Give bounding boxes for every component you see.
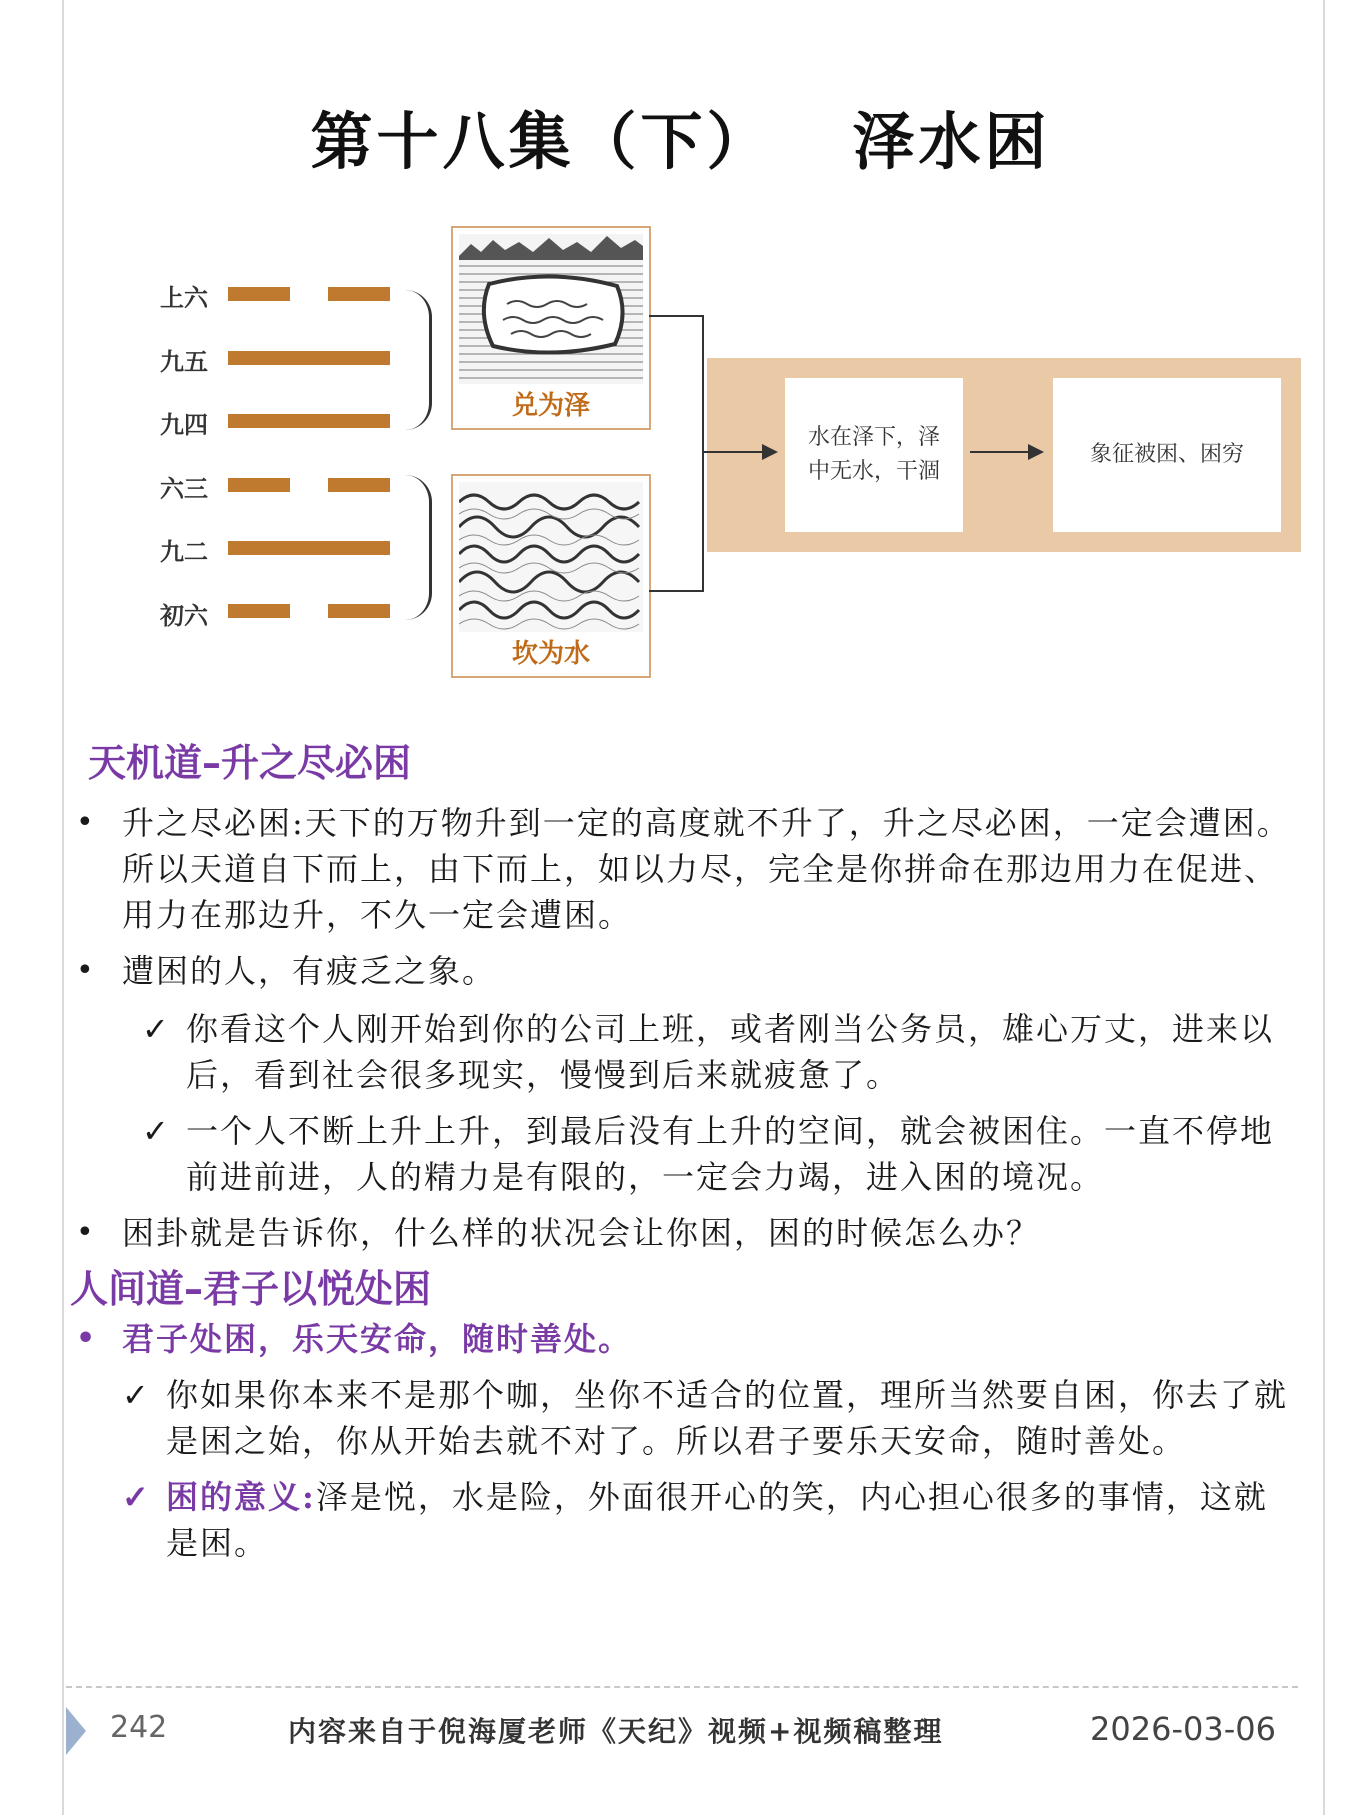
check-text: 泽是悦，水是险，外面很开心的笑，内心担心很多的事情，这就是困。 bbox=[166, 1478, 1268, 1562]
check-item bbox=[142, 1006, 1300, 1098]
upper-connector bbox=[649, 315, 704, 317]
check-icon: ✓ bbox=[142, 1010, 171, 1048]
bullet-text: 困卦就是告诉你，什么样的状况会让你困，困的时候怎么办？ bbox=[122, 1214, 1041, 1252]
yin-line-right bbox=[328, 287, 390, 301]
triangle-marker-icon bbox=[66, 1707, 86, 1755]
yao-label-3: 九四 bbox=[160, 411, 208, 439]
water-illustration bbox=[459, 482, 643, 632]
result-box: 象征被困、困穷 bbox=[1053, 378, 1281, 532]
lake-illustration bbox=[459, 234, 643, 384]
yang-line bbox=[228, 541, 390, 555]
list-item bbox=[70, 948, 1300, 994]
check-text: 你如果你本来不是那个咖，坐你不适合的位置，理所当然要自困，你去了就是困之始，你从开始去就不对了。所以君子要乐天安命，随时善处。 bbox=[166, 1376, 1289, 1460]
upper-trigram-label: 兑为泽 bbox=[511, 391, 590, 421]
yao-label-5: 九二 bbox=[160, 538, 208, 566]
bullet-icon: • bbox=[76, 1321, 98, 1356]
yin-line-left bbox=[228, 478, 290, 492]
list-item bbox=[70, 800, 1300, 938]
yin-line-right bbox=[328, 478, 390, 492]
yao-label-6: 初六 bbox=[160, 602, 208, 630]
bullet-text: 遭困的人，有疲乏之象。 bbox=[122, 952, 497, 990]
vertical-connector bbox=[702, 315, 704, 592]
yin-line-left bbox=[228, 287, 290, 301]
check-item bbox=[122, 1372, 1300, 1464]
yao-label-4: 六三 bbox=[160, 475, 208, 503]
hexagram-diagram bbox=[0, 0, 1361, 700]
check-label: 困的意义: bbox=[166, 1478, 316, 1516]
arrow-right-icon bbox=[762, 444, 778, 460]
arrow-1-line bbox=[704, 451, 764, 453]
footer-divider bbox=[66, 1686, 1298, 1688]
check-text: 你看这个人刚开始到你的公司上班，或者刚当公务员，雄心万丈，进来以后，看到社会很多现实，慢慢到后来就疲惫了。 bbox=[186, 1010, 1275, 1094]
yang-line bbox=[228, 351, 390, 365]
bullet-text: 升之尽必困:天下的万物升到一定的高度就不升了，升之尽必困，一定会遭困。所以天道自下而上，由下而上，如以力尽，完全是你拼命在那边用力在促进、用力在那边升，不久一定会遭困。 bbox=[122, 804, 1291, 934]
yao-label-1: 上六 bbox=[160, 284, 208, 312]
check-icon: ✓ bbox=[122, 1376, 151, 1414]
check-text: 一个人不断上升上升，到最后没有上升的空间，就会被困住。一直不停地前进前进，人的精力是有限的，一定会力竭，进入困的境况。 bbox=[186, 1112, 1275, 1196]
check-item bbox=[122, 1474, 1300, 1566]
list-item bbox=[70, 1210, 1300, 1256]
bullet-icon: • bbox=[76, 1215, 96, 1250]
yin-line-left bbox=[228, 604, 290, 618]
upper-brace bbox=[405, 290, 432, 430]
meaning-box: 水在泽下，泽 中无水，干涸 bbox=[785, 378, 963, 532]
upper-trigram-box bbox=[451, 226, 651, 430]
arrow-2-line bbox=[970, 451, 1030, 453]
footer-date: 2026-03-06 bbox=[1090, 1710, 1276, 1748]
list-item bbox=[70, 1316, 1300, 1362]
title-episode: 第十八集（下） bbox=[310, 105, 773, 178]
section-heading-renjian: 人间道–君子以悦处困 bbox=[70, 1267, 432, 1311]
yin-line-right bbox=[328, 604, 390, 618]
yao-label-2: 九五 bbox=[160, 348, 208, 376]
section-heading-tianji: 天机道–升之尽必困 bbox=[88, 741, 412, 785]
bullet-icon: • bbox=[76, 953, 96, 988]
check-item bbox=[142, 1108, 1300, 1200]
check-icon: ✓ bbox=[122, 1478, 151, 1516]
bullet-icon: • bbox=[76, 805, 96, 840]
arrow-right-icon bbox=[1028, 444, 1044, 460]
main-content bbox=[70, 740, 1300, 1566]
bullet-text: 君子处困，乐天安命，随时善处。 bbox=[122, 1320, 633, 1358]
title-hexagram: 泽水困 bbox=[852, 105, 1051, 178]
lower-connector bbox=[649, 590, 704, 592]
check-icon: ✓ bbox=[142, 1112, 171, 1150]
lower-trigram-label: 坎为水 bbox=[511, 639, 590, 669]
page-number: 242 bbox=[110, 1710, 168, 1745]
source-note: 内容来自于倪海厦老师《天纪》视频+视频稿整理 bbox=[288, 1715, 944, 1748]
yang-line bbox=[228, 414, 390, 428]
lower-trigram-box bbox=[451, 474, 651, 678]
lower-brace bbox=[405, 475, 432, 620]
